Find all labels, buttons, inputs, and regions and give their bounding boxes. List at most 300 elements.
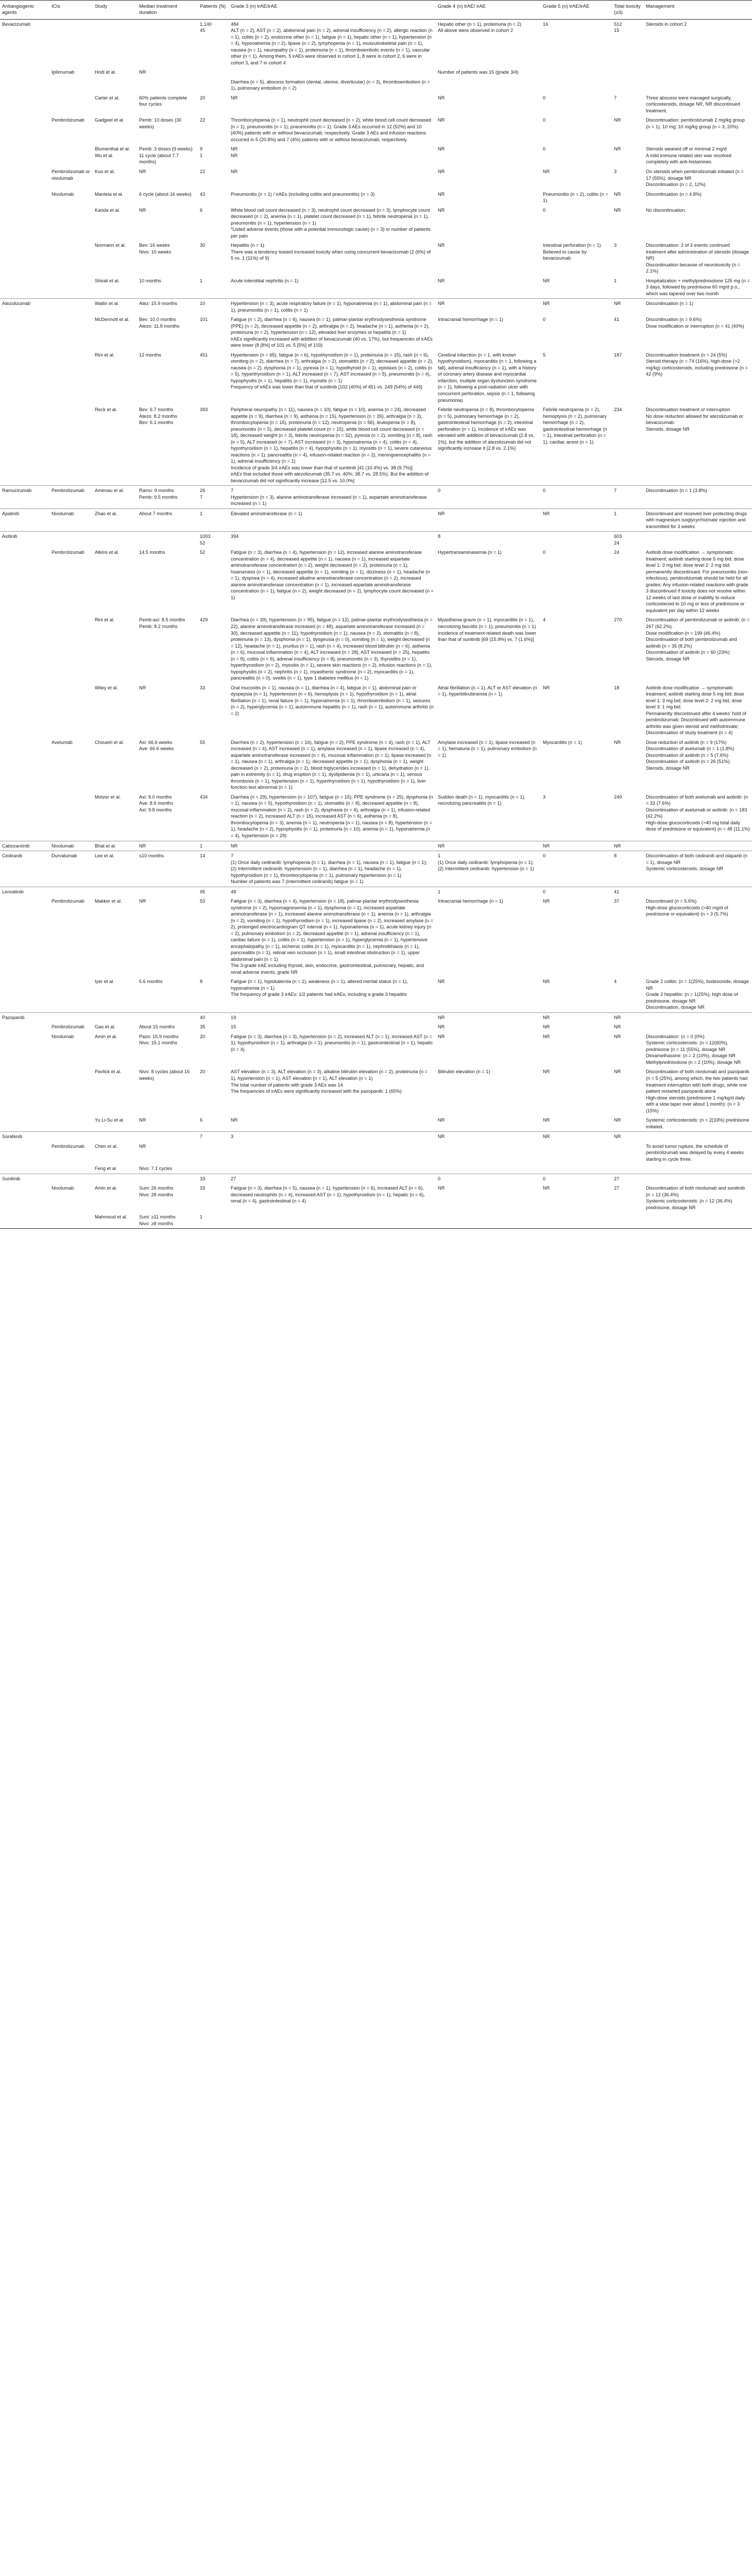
table-row: [0, 167, 752, 190]
study-cell: Reck et al.: [95, 407, 117, 413]
agent-cell: [0, 1032, 49, 1067]
ici-cell: [49, 350, 93, 405]
grade5-cell: NR: [543, 979, 550, 985]
study-cell: Feng et al.: [95, 1166, 117, 1172]
grade5-cell: NR: [541, 1132, 612, 1142]
ici-cell: [49, 1012, 93, 1022]
duration-cell: [137, 887, 198, 896]
patients-cell: 33: [200, 1185, 206, 1191]
table-row: [0, 276, 752, 299]
table-row: [0, 738, 752, 792]
grade4-cell: NR: [438, 169, 445, 174]
grade5-cell: [541, 1142, 612, 1164]
patients-cell: 52: [200, 550, 206, 555]
grade4-cell: Cerebral infarction (n = 1, with known hypothyroidism), myocarditis (n = 1, following a fall), adrenal insufficiency (n = 1), with a history of coronary artery disease and myocardial infarction, multiple organ dysfunction syndrome (n = 1), following a post-radiation ulcer with concurrent perforation, sepsis (n = 1, following pneumonia): [438, 352, 537, 403]
ici-cell: Nivolumab: [52, 1033, 74, 1039]
ici-cell: Pembrolizumab: [52, 899, 84, 904]
grade5-cell: NR: [543, 1069, 550, 1075]
patients-cell: [198, 77, 229, 93]
management-cell: Discontinuation of pembrolizumab or axitinib: (n = 267 (62.2%) Dose modification (n = 199 (46.4%) Discontinuation of both pembrolizumab and axitinib (n = 35 (8.2%) Discontinuation of axitinib (n = 60 (23%) Steroids, dosage NR: [646, 617, 750, 662]
grade3-cell: Diarrhea (n = 2), hypertension (n = 16), fatigue (n = 2), PPE syndrome (n = 4), rash (n = 1), ALT increased (n = 4), AST increased (n = 1), amylase increased (n = 1), lipase increased (n = 4), aspartate aminotransferase increased (n = 4), mucosal inflammation (n = 1), lipase increased (n = 1), nausea (n = 1), arthralgia (n = 1), decreased appetite (n = 1), dysphonia (n = 1), weight decreased (n = 2), proteinuria (n = 2), blood triglycerides increased (n = 1), dehydration (n = 1), pain in extremity (n = 1), drug eruption (n = 1), dyslipidemia (n = 1), urticaria (n = 1), venous thrombosis (n = 1), hypertension (n = 1), hyperthyroidism (n = 1), hypothyroidism (n = 1), liver function test abnormal (n = 1): [231, 739, 432, 790]
grade5-cell: Pneumonitis (n = 2), colitis (n = 1): [543, 191, 608, 204]
total-cell: 7: [614, 95, 617, 100]
management-cell: Discontinuation (n = 4.8%): [646, 191, 702, 197]
study-cell: Atkins et al.: [95, 550, 119, 555]
agent-cell: [0, 792, 49, 841]
grade5-cell: NR: [543, 1033, 550, 1039]
duration-cell: [137, 1174, 198, 1183]
grade5-cell: 0: [543, 117, 546, 123]
agent-cell: [0, 144, 49, 167]
ici-cell: Pembrolizumab: [52, 1143, 84, 1149]
agent-cell: Pazopanib: [0, 1012, 49, 1022]
agent-cell: [0, 190, 49, 206]
agent-cell: Cabozantinib: [0, 841, 49, 851]
study-cell: [93, 1174, 137, 1183]
patients-cell: 1: [200, 278, 203, 283]
agent-cell: [0, 548, 49, 615]
study-cell: Chen et al.: [95, 1143, 118, 1149]
grade4-cell: 1 (1) Once daily cediranib: lymphopenia (n = 1); (2) Intermittent cediranib: hypertension (n = 1): [436, 851, 541, 887]
total-cell: 18: [614, 685, 620, 690]
grade5-cell: NR: [541, 509, 612, 532]
duration-cell: 14.5 months: [139, 550, 165, 555]
header-patients: Patients (N): [198, 1, 229, 20]
table-row: [0, 77, 752, 93]
study-cell: Manteia et al.: [95, 191, 124, 197]
agent-cell: [0, 738, 49, 792]
study-cell: Mahmoud et al.: [93, 1212, 137, 1229]
ici-cell: [49, 241, 93, 276]
grade3-cell: Hypertension (n = 65), fatigue (n = 6), hypothyroidism (n = 1), proteinuria (n = 15), rash (n = 6), vomiting (n = 2), diarrhea (n = 7), arthralgia (n = 2), stomatitis (n = 2), decreased appetite (n = 2), nausea (n = 2), dysphonia (n = 1), pyrexia (n = 1), hypothyroid (n = 1), epistaxis (n = 2), colitis (n = 5), hyperthyroidism (n = 1), ALT increased (n = 7), AST increased (n = 5), pneumonitis (n = 4), hypophysitis (n = 1), hepatitis (n = 1), myositis (n = 1) Frequency of irAEs was lower than that of sunitinib [102 (40%) of 451 vs. 249 (54%) of 446]: [231, 352, 433, 390]
grade4-cell: NR: [438, 1033, 445, 1039]
management-cell: Discontinuation of both avelumab and axitinib: (n = 33 (7.6%) Discontinuation of avelumab or axitinib: (n = 183 (42.2%) High-dose glucocorticoids (>40 mg total daily dose of prednisone or equivalent) (n = 48 (11.1%): [646, 794, 750, 832]
header-icis: ICIs: [49, 1, 93, 20]
study-cell: [93, 1012, 137, 1022]
total-cell: 603 24: [612, 532, 644, 548]
management-cell: [644, 841, 752, 851]
grade5-cell: [541, 1164, 612, 1174]
table-row: [0, 486, 752, 509]
study-cell: Bhat et al.: [93, 841, 137, 851]
table-row: [0, 1142, 752, 1164]
management-cell: Discontinuation (n = 1): [644, 299, 752, 315]
table-row: [0, 1132, 752, 1142]
grade5-cell: [541, 77, 612, 93]
table-body: [0, 19, 752, 1229]
study-cell: Amin et al.: [95, 1185, 117, 1191]
patients-cell: 101: [200, 317, 208, 323]
study-cell: Carter et al.: [95, 95, 119, 100]
agent-cell: [0, 115, 49, 144]
agent-cell: [0, 1115, 49, 1132]
grade5-cell: NR: [541, 1012, 612, 1022]
study-cell: Amenau et al.: [93, 486, 137, 509]
management-cell: [644, 532, 752, 548]
study-cell: McDermott et al.: [95, 317, 130, 323]
table-row: [0, 1067, 752, 1115]
header-grade3: Grade 3 (n) trAE/irAE: [229, 1, 436, 20]
grade5-cell: 16: [541, 19, 612, 67]
grade5-cell: NR: [543, 1185, 550, 1191]
agent-cell: [0, 241, 49, 276]
ici-cell: [49, 887, 93, 896]
patients-cell: 26 7: [198, 486, 229, 509]
patients-cell: 95: [198, 887, 229, 896]
grade3-cell: NR NR: [231, 146, 238, 158]
table-row: [0, 299, 752, 315]
header-grade4: Grade 4 (n) trAE/ irAE: [436, 1, 541, 20]
study-cell: Normann et al.: [95, 243, 126, 248]
duration-cell: About 15 months: [139, 1024, 175, 1030]
table-row: [0, 405, 752, 486]
study-cell: [93, 19, 137, 67]
management-cell: Discontinuation (n = 1 (3.8%): [644, 486, 752, 509]
total-cell: 37: [614, 899, 620, 904]
grade4-cell: NR: [438, 146, 445, 152]
grade3-cell: Fatigue (n = 3), diarrhea (n = 4), hypertension (n = 18), palmar-plantar erythrodysesthesia syndrome (n = 2), hypomagnesemia (n = 1), dysphonia (n = 1), increased aspartate aminotransferase (n = 1), increased alanine aminotransferase (n = 1), anemia (n = 1), arthralgia (n = 2), vomiting (n = 1), hypothyroidism (n = 1), increased lipase (n = 2), increased amylase (n = 2), prolonged electrocardiogram QT interval (n = 1), hyponatremia (n = 1), acute kidney injury (n = 2), pulmonary embolism (n = 2), decreased appetite (n = 1), adrenal insufficiency (n = 1), cardiac failure (n = 1), colitis (n = 1), hypertension (n = 1), hyperglycemia (n = 1), hypertensive encephalopathy (n = 1), ischemic colitis (n = 1), myocarditis (n = 1), nephrolithiasis (n = 1), pancreatitis (n = 1), retinal vein occlusion (n = 1), small intestinal obstruction (n = 1), upper abdominal pain (n = 1) The 3-grade irAE including thyroid, skin, endocrine, gastrointestinal, pulmonary, hepatic, and renal adverse events, grade NR: [231, 899, 433, 975]
grade5-cell: NR: [543, 1117, 550, 1123]
grade4-cell: Febrile neutropenia (n = 8), thrombocytopenia (n = 5), pulmonary hemorrhage (n = 2), gastrointestinal hemorrhage (n = 2), intestinal perforation (n = 1), Incidence of irAEs was elevated with addition of bevacizumab (2.8 vs. 1%), but the addition of atezolizumab did not significantly increase it (2.8 vs. 2.1%): [438, 407, 535, 451]
agent-cell: [0, 683, 49, 738]
agent-cell: [0, 1212, 49, 1229]
ici-cell: Nivolumab: [49, 509, 93, 532]
total-cell: 1: [612, 509, 644, 532]
total-cell: 27: [612, 1174, 644, 1183]
grade3-cell: 48: [229, 887, 436, 896]
grade5-cell: Intestinal perforation (n = 1) Believed to cause by bevacizumab: [543, 243, 601, 261]
grade4-cell: Myasthenia gravis (n = 1), myocarditis (n = 1), necrotizing fasciitis (n = 1), pneumonitis (n = 1) Incidence of treatment-related death was lower than that of sunitinib [69 (15.9%) vs. 7 (1.6%)]: [438, 617, 536, 642]
total-cell: NR: [612, 841, 644, 851]
header-agent: Antiangiogenic agents: [0, 1, 49, 20]
management-cell: [644, 1022, 752, 1032]
duration-cell: 60% patients complete four cycles: [139, 95, 187, 107]
agent-cell: [0, 206, 49, 241]
patients-cell: 33: [200, 685, 206, 690]
ici-cell: [49, 615, 93, 683]
grade4-cell: NR: [438, 1117, 445, 1123]
total-cell: 7: [612, 486, 644, 509]
duration-cell: [137, 532, 198, 548]
grade4-cell: Hypertransaminasemia (n = 1): [438, 550, 502, 555]
management-cell: Dose reduction of axitinib (n = 9 (17%) Discontinuation of avelumab (n = 1 (1.8%) Discontinuation of axitinib (n = 5 (7.6%) Discontinuation of axitinib (n = 26 (51%) Steroids, dosage NR: [646, 739, 734, 771]
agent-cell: Axitinib: [0, 532, 49, 548]
grade5-cell: [541, 532, 612, 548]
grade4-cell: NR: [438, 278, 445, 283]
table-row: [0, 792, 752, 841]
patients-cell: 429: [200, 617, 208, 623]
ici-cell: [49, 315, 93, 350]
ici-cell: [49, 1174, 93, 1183]
patients-cell: 43: [200, 191, 206, 197]
header-management: Management: [644, 1, 752, 20]
grade4-cell: NR: [438, 207, 445, 213]
grade5-cell: 0: [541, 486, 612, 509]
duration-cell: Pemb: 3 doses (9 weeks) 11 cycle (about 7.7 months): [139, 146, 193, 165]
agent-cell: [0, 167, 49, 190]
grade3-cell: NR: [231, 1117, 238, 1123]
ici-cell: Pembrolizumab: [52, 550, 84, 555]
grade4-cell: NR: [438, 1024, 445, 1030]
grade5-cell: 0: [543, 317, 546, 323]
table-row: [0, 190, 752, 206]
table-row: [0, 887, 752, 896]
table-row: [0, 1174, 752, 1183]
agent-cell: [0, 67, 49, 77]
patients-cell: 8: [200, 979, 203, 985]
duration-cell: 5.6 months: [139, 979, 163, 985]
study-cell: Kuo et al.: [95, 169, 115, 174]
study-cell: Rini et al.: [95, 352, 115, 358]
management-cell: Discontinued (n = 5.6%) High-dose glucocorticoids (>40 mg/d of prednisone or equivalent) (n = 3 (5.7%): [646, 899, 728, 917]
agent-cell: [0, 350, 49, 405]
grade3-cell: Hypertension (n = 3), acute respiratory failure (n = 1), hyponatremia (n = 1), abdominal pain (n = 1), pneumonitis (n = 1), colitis (n = 1): [229, 299, 436, 315]
patients-cell: 393: [200, 407, 208, 413]
duration-cell: Pazo: 15.9 months Nivo: 15.1 months: [139, 1033, 179, 1046]
duration-cell: Bev: 10.0 months Atezo: 11.8 months: [139, 317, 180, 329]
grade3-cell: Peripheral neuropathy (n = 11), nausea (n = 10), fatigue (n = 10), anemia (n = 24), decreased appetite (n = 9), diarrhea (n = 9), asthenia (n = 15), hypertension (n = 26), arthralgia (n = 3), thrombocytopenia (n = 16), proteinuria (n = 12), neutropenia (n = 56), leukopenia (n = 8), pneumonitis (n = 5), decreased platelet count (n = 15), white blood cell count decreased (n = 18), decreased weight (n = 3), febrile neutropenia (n = 32), pyrexia (n = 2), vomiting (n = 8), rash (n = 5), ALT increased (n = 7), AST increased (n = 3), hyponatremia (n = 4), colitis (n = 4), hypothyroidism (n = 1), hepatitis (n = 4), hypophysitis (n = 1), myositis (n = 1), severe cutaneous reactions (n = 1), pancreatitis (n = 4), infusion-related reaction (n = 2), meningoencephalitis (n = 1), adrenal insufficiency (n = 1) Incidence of grade 3/4 irAEs was lower than that of sunitinib [41 (10.4%) vs. 38 (9.7%)] irAEs that included those with atezolizumab (35.7 vs. 40%; 38.7 vs. 28.5%). But the addition of bevacizumab did not significantly increase [12.5 vs. 10.0%]: [231, 407, 433, 483]
study-cell: Shirali et al.: [95, 278, 120, 283]
study-cell: [93, 1132, 137, 1142]
grade4-cell: Sudden death (n = 1), myocarditis (n = 1), necrotizing pancreatitis (n = 1): [438, 794, 526, 806]
grade5-cell: 3: [543, 794, 546, 800]
duration-cell: 10 months: [139, 278, 161, 283]
duration-cell: NR: [139, 1143, 146, 1149]
ici-cell: [49, 1115, 93, 1132]
duration-cell: Pemb-axi: 8.5 months Pemb: 8.2 months: [139, 617, 185, 629]
duration-cell: Bev: 16 weeks Nivo: 10 weeks: [139, 243, 172, 255]
ici-cell: Nivolumab: [49, 841, 93, 851]
agent-cell: [0, 1164, 49, 1174]
grade3-cell: Diarrhea (n = 5), abscess formation (dental, uterine, diverticular) (n = 3), thromboembolism (n = 1), pulmonary embolism (n = 2): [231, 79, 430, 91]
management-cell: To avoid tumor rupture, the schedule of pembrolizumab was delayed by every 4 weeks starting in cycle three.: [646, 1143, 744, 1162]
ici-cell: Pembrolizumab: [52, 117, 84, 123]
grade4-cell: Intracranial hemorrhage (n = 1): [438, 317, 503, 323]
adverse-events-table: [0, 0, 752, 1229]
study-cell: Zhao et al.: [93, 509, 137, 532]
grade3-cell: 7 Hypertension (n = 3), alanine aminotransferase increased (n = 1), aspartate aminotransferase increased (n = 1): [229, 486, 436, 509]
grade4-cell: 1: [436, 887, 541, 896]
agent-cell: [0, 405, 49, 486]
total-cell: NR: [614, 117, 621, 123]
duration-cell: Nivo: 7.1 cycles: [139, 1166, 173, 1172]
grade4-cell: NR: [436, 299, 541, 315]
patients-cell: 1003 52: [198, 532, 229, 548]
grade5-cell: Febrile neutropenia (n = 2), hemoptysis (n = 2), pulmonary hemorrhage (n = 2), gastrointestinal hemorrhage (n = 1), intestinal perforation (n = 1), cardiac arrest (n = 1): [543, 407, 607, 445]
grade3-cell: 15: [231, 1024, 236, 1030]
total-cell: [612, 1212, 644, 1229]
management-cell: Discontinuation treatment or interruption No dose reduction allowed for atezolizumab or bevacizumab. Steroids, dosage NR: [646, 407, 743, 432]
management-cell: [644, 1174, 752, 1183]
patients-cell: 7: [198, 1132, 229, 1142]
ici-cell: [49, 206, 93, 241]
table-row: [0, 206, 752, 241]
ici-cell: Avelumab: [52, 739, 73, 745]
patients-cell: 33: [198, 1174, 229, 1183]
study-cell: Blumenthal et al. Wu et al.: [95, 146, 130, 158]
grade4-cell: NR: [436, 841, 541, 851]
study-cell: Choueiri et al.: [95, 739, 124, 745]
management-cell: [644, 1132, 752, 1142]
duration-cell: Bev: 6.7 months Atezo: 8.2 months Bev: 6.1 months: [139, 407, 178, 426]
total-cell: 1: [614, 278, 617, 283]
patients-cell: [198, 1164, 229, 1174]
agent-cell: Ramucirumab: [0, 486, 49, 509]
table-header: [0, 1, 752, 20]
patients-cell: 22: [200, 117, 206, 123]
grade3-cell: Thrombocytopenia (n = 1), neutrophil count decreased (n = 2), white blood cell count decreased (n = 1), pneumonitis (n = 1), pneumonitis (n = 1). Grade 3 AEs occurred in 12 (52%) and 10 (40%) patients with or without bevacizumab, respectively. Grade 3 AEs and infusion reactions occurred in 5 (20.8%) and 7 (4%) patients with or without bevacizumab, respectively.: [231, 117, 432, 142]
grade3-cell: AST elevation (n = 3), ALT elevation (n = 3), alkaline bilirubin elevation (n = 2), proteinuria (n = 1), hypertension (n = 1), AST elevation (n = 1), ALT elevation (n = 1) The total number of patients with grade 3 AEs was 14 The frequencies of irAEs were significantly increased with the pazopanib: 1 (65%): [231, 1069, 428, 1094]
grade3-cell: 394: [229, 532, 436, 548]
grade4-cell: 8: [436, 532, 541, 548]
grade3-cell: Fatigue (n = 3), diarrhea (n = 5), nausea (n = 1), hypertension (n = 6), increased ALT (n = 6), decreased neutrophils (n = 4), increased AST (n = 1), hypothyroidism (n = 1), hepatic (n = 6), renal (n = 4), gastrointestinal (n = 4): [231, 1185, 425, 1204]
management-cell: [644, 77, 752, 93]
management-cell: Systemic corticosteroids: (n = 2(33%) prednisone initiated.: [646, 1117, 749, 1129]
table-row: [0, 350, 752, 405]
grade4-cell: NR: [438, 979, 445, 985]
grade3-cell: 19: [229, 1012, 436, 1022]
duration-cell: NR: [139, 70, 146, 75]
grade4-cell: [436, 1142, 541, 1164]
table-row: [0, 851, 752, 887]
grade5-cell: 0: [543, 207, 546, 213]
grade3-cell: Acute interstitial nephritis (n = 1): [231, 278, 299, 283]
table-row: [0, 532, 752, 548]
header-study: Study: [93, 1, 137, 20]
total-cell: NR: [614, 1069, 621, 1075]
study-cell: Pavlick et al.: [95, 1069, 122, 1075]
agent-cell: [0, 315, 49, 350]
grade3-cell: Diarrhea (n = 29), hypertension (n = 107), fatigue (n = 15), PPE syndrome (n = 25), dysphonia (n = 1), nausea (n = 5), hypothyroidism (n = 1), stomatitis (n = 8), decreased appetite (n = 8), mucosal inflammation (n = 2), rash (n = 2), dysphasia (n = 4), arthralgia (n = 1), infusion-related reaction (n = 2), increased ALT (n = 15), increased AST (n = 6), asthenia (n = 8), thrombocytopenia (n = 3), anemia (n = 1), neutropenia (n = 1), nausea (n = 8), hypertension (n = 1), headache (n = 2), hypophysitis (n = 1), proteinuria (n = 10), anemia (n = 1), hyponatremia (n = 4), hypertension (n = 29): [231, 794, 433, 838]
grade5-cell: 0: [541, 851, 612, 887]
study-cell: Rini et al.: [95, 617, 115, 623]
patients-cell: 30: [200, 243, 206, 248]
agent-cell: [0, 615, 49, 683]
grade4-cell: Atrial fibrillation (n = 1), ALT or AST elevation (n = 1), hyperbilirubinemia (n = 1): [438, 685, 537, 697]
grade4-cell: 0: [436, 1174, 541, 1183]
agent-cell: [0, 93, 49, 116]
study-cell: Gadgeel et al.: [95, 117, 125, 123]
agent-cell: Bevacizumab: [0, 19, 49, 67]
table-row: [0, 1022, 752, 1032]
duration-cell: NR: [139, 169, 146, 174]
grade3-cell: Fatigue (n = 3), diarrhea (n = 4), hypertension (n = 12), increased alanine aminotransferase concentration (n = 4), decreased appetite (n = 1), nausea (n = 1), increased aspartate aminotransferase concentration (n = 2), weight decreased (n = 2), proteinuria (n = 1), hoarseness (n = 1), decreased appetite (n = 1), vomiting (n = 1), dizziness (n = 1), headache (n = 1), dyspnea (n = 4), increased alkaline aminotransferase concentration (n = 2), increased alanine aminotransferase concentration (n = 1), increased aspartate aminotransferase concentration (n = 1), fatigue (n = 2), weight decreased (n = 2), lymphocyte count decreased (n = 1): [231, 550, 434, 600]
management-cell: Discontinuation: 2 of 3 events continued treatment after administration of steroids (dosage NR) Discontinuation because of neurotoxicity (n = 2.1%): [646, 243, 749, 274]
ici-cell: [49, 77, 93, 93]
grade5-cell: NR: [543, 899, 550, 904]
ici-cell: [49, 405, 93, 486]
grade4-cell: NR: [436, 1132, 541, 1142]
patients-cell: 1,140 45: [198, 19, 229, 67]
total-cell: NR: [614, 1024, 621, 1030]
duration-cell: Axi: 9.0 months Ave: 8.6 months Axi: 9.8 months: [139, 794, 174, 812]
grade3-cell: [229, 1164, 436, 1174]
grade4-cell: NR: [438, 95, 445, 100]
management-cell: Steroids weaned off or minimal 2 mg/d A mild immune related skin was resolved completely with anti-histamines: [646, 146, 731, 165]
duration-cell: About 7 months: [137, 509, 198, 532]
management-cell: Discontinued and received liver protecting drugs with magnesium isoglycyrrhizinate injection and transmitted for 3 weeks: [644, 509, 752, 532]
grade5-cell: 0: [541, 1174, 612, 1183]
patients-cell: 434: [200, 794, 208, 800]
total-cell: 24: [614, 550, 620, 555]
table-row: [0, 144, 752, 167]
total-cell: 3: [614, 243, 617, 248]
total-cell: NR: [614, 1033, 621, 1039]
total-cell: NR: [612, 1132, 644, 1142]
patients-cell: 9 1: [200, 146, 203, 158]
total-cell: 4: [614, 979, 617, 985]
study-cell: [93, 532, 137, 548]
study-cell: Wallin et al.: [93, 299, 137, 315]
duration-cell: Suni: 26 months Nivo: 28 months: [139, 1185, 174, 1197]
grade4-cell: Number of patients was 15 (grade 3/4): [438, 70, 519, 75]
total-cell: 3: [614, 169, 617, 174]
grade5-cell: NR: [543, 685, 550, 690]
duration-cell: 12 months: [139, 352, 161, 358]
patients-cell: [198, 67, 229, 77]
total-cell: 270: [614, 617, 622, 623]
table-row: [0, 93, 752, 116]
grade4-cell: NR: [436, 509, 541, 532]
duration-cell: Suni: ≥11 months Nivo: ≥8 months: [137, 1212, 198, 1229]
grade5-cell: NR: [541, 841, 612, 851]
study-cell: Kanda et al.: [95, 207, 121, 213]
grade5-cell: 5: [543, 352, 546, 358]
total-cell: NR: [612, 299, 644, 315]
patients-cell: 20: [200, 1033, 206, 1039]
agent-cell: Atezolizumab: [0, 299, 49, 315]
ici-cell: [49, 1212, 93, 1229]
grade5-cell: [541, 1212, 612, 1229]
grade3-cell: [229, 1142, 436, 1164]
study-cell: Yu Li-Su et al.: [95, 1117, 125, 1123]
total-cell: 8: [612, 851, 644, 887]
ici-cell: [49, 19, 93, 67]
grade4-cell: NR: [438, 243, 445, 248]
patients-cell: 20: [200, 95, 206, 100]
ici-cell: Nivolumab: [52, 1185, 74, 1191]
table-row: [0, 1115, 752, 1132]
total-cell: [612, 67, 644, 77]
study-cell: Lee et al.: [93, 851, 137, 887]
patients-cell: 1: [198, 1212, 229, 1229]
total-cell: NR: [614, 739, 621, 745]
management-cell: Discontinuation of both nivolumab and sunitinib (n = 12 (36.4%) Systemic corticosteroids: (n = 12 (36.4%) prednisone, dosage NR: [646, 1185, 745, 1210]
patients-cell: 1: [198, 841, 229, 851]
grade4-cell: Hepatic other (n = 1), proteinuria (n = 2) All above were observed in cohort 2: [436, 19, 541, 67]
table-row: [0, 115, 752, 144]
study-cell: Gao et al.: [95, 1024, 115, 1030]
duration-cell: Pemb: 10 doses (30 weeks): [139, 117, 182, 129]
study-cell: Motzer et al.: [95, 794, 121, 800]
ici-cell: Pembrolizumab: [49, 486, 93, 509]
header-grade5: Grade 5 (n) trAE/irAE: [541, 1, 612, 20]
patients-cell: 10: [198, 299, 229, 315]
grade3-cell: Fatigue (n = 3), diarrhea (n = 3), hypertension (n = 2), increased ALT (n = 1), increased AST (n = 1), hypothyroidism (n = 1), arthralgia (n = 1), pneumonitis (n = 1), gastrointestinal (n = 1), hepatic (n = 4): [231, 1033, 433, 1052]
table-row: [0, 1032, 752, 1067]
table-row: [0, 509, 752, 532]
ici-cell: Nivolumab: [52, 191, 74, 197]
ici-cell: [49, 1132, 93, 1142]
grade4-cell: [436, 77, 541, 93]
duration-cell: ≤10 months: [137, 851, 198, 887]
grade3-cell: 27: [229, 1174, 436, 1183]
table-row: [0, 315, 752, 350]
grade4-cell: NR: [436, 1012, 541, 1022]
ici-cell: [49, 299, 93, 315]
patients-cell: [198, 1142, 229, 1164]
grade3-cell: White blood cell count decreased (n = 3), neutrophil count decreased (n = 3), lymphocyte count decreased (n = 2), anemia (n = 1), platelet count decreased (n = 1), febrile neutropenia (n = 1), pneumonitis (n = 1), hypertension (n = 1) *Listed adverse events (those with a potential immunologic cause) (n = 3) or number of patients per pain: [231, 207, 431, 239]
